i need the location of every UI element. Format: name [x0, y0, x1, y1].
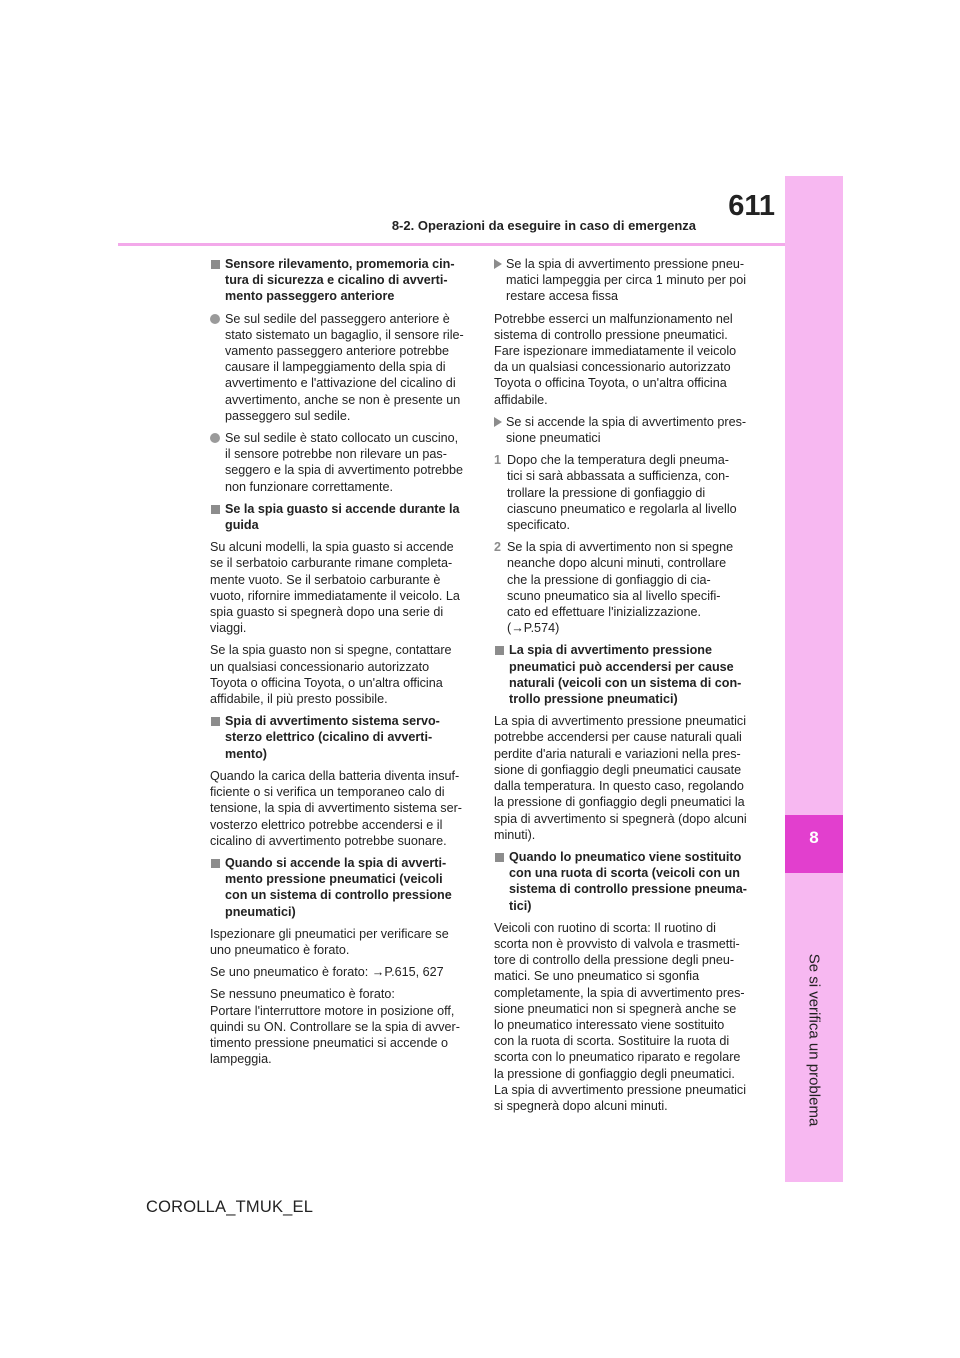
paragraph-malfunction: Potrebbe esserci un malfunzionamento nel sistema di controllo pressione pneumatici. Fare ispezionare immediatamente il veicolo da un qualsiasi concessionario autorizzato Toyota o officina Toyota, o un'altra officina affidabile. — [494, 311, 737, 407]
heading-malfunction-light: Se la spia guasto si accende durante la guida — [210, 501, 468, 533]
bullet-cushion: Se sul sedile è stato collocato un cuscino, il sensore potrebbe non rilevare un pas- seggero e la spia di avvertimento potrebbe non funzionare correttamente. — [210, 430, 468, 495]
paragraph-inspect-tires: Ispezionare gli pneumatici per verificare se uno pneumatico è forato. — [210, 926, 449, 957]
circle-bullet-icon — [210, 433, 220, 443]
square-bullet-icon — [211, 260, 220, 269]
square-bullet-icon — [211, 859, 220, 868]
chapter-title: Se si verifica un problema — [805, 953, 823, 1127]
square-bullet-icon — [495, 853, 504, 862]
paragraph-flat-tire-ref: Se uno pneumatico è forato: →P.615, 627 — [210, 965, 444, 980]
section-title: 8-2. Operazioni da eseguire in caso di emergenza — [391, 218, 696, 233]
paragraph-natural-causes: La spia di avvertimento pressione pneumatici potrebbe accendersi per cause naturali quali perdite d'aria naturali e variazioni nella pres- sione di gonfiaggio degli pneumatici causate dalla temperatura. In questo caso, regolando la pressione di gonfiaggio degli pneumatici la spia di avvertimento si spegnerà (dopo alcuni minuti). — [494, 714, 747, 842]
paragraph-contact-dealer: Se la spia guasto non si spegne, contattare un qualsiasi concessionario autorizzato Toyota o officina Toyota, o un'altra officina affidabile, il più presto possibile. — [210, 643, 452, 707]
heading-power-steering: Spia di avvertimento sistema servo- sterzo elettrico (cicalino di avverti- mento) — [210, 713, 468, 762]
paragraph-spare-tire: Veicoli con ruotino di scorta: Il ruotino di scorta non è provvisto di valvola e trasmetti- tore di controllo della pressione degli pneu- matici. Se uno pneumatico si sgonfia completamente, la spia di avvertimento pres- sione pneumatici non si spegnerà anche se lo pneumatico interessato viene sostituito con la ruota di scorta. Sostituire la ruota di scorta con lo pneumatico riparato e regolare la pressione di gonfiaggio degli pneumatici. La spia di avvertimento pressione pneumatici si spegnerà dopo alcuni minuti. — [494, 920, 747, 1113]
circle-bullet-icon — [210, 314, 220, 324]
paragraph-battery: Quando la carica della batteria diventa insuf- ficiente o si verifica un temporaneo calo di tensione, la spia di avvertimento sistema ser- vosterzo elettrico potrebbe accendersi e il cicalino di avvertimento potrebbe suonare. — [210, 768, 462, 848]
heading-seat-sensor: Sensore rilevamento, promemoria cin- tura di sicurezza e cicalino di avverti- mento passeggero anteriore — [210, 256, 468, 305]
triangle-bullet-icon — [494, 259, 502, 269]
paragraph-fuel-empty: Su alcuni modelli, la spia guasto si accende se il serbatoio carburante rimane completa- mente vuoto. Se il serbatoio carburante è vuoto, rifornire immediatamente il veicolo. La spia guasto si spegnerà dopo una serie di viaggi. — [210, 540, 460, 636]
step-1: 1 Dopo che la temperatura degli pneuma- tici si sarà abbassata a sufficienza, con- trollare la pressione di gonfiaggio di ciascuno pneumatico e regolarla al livello specificato. — [494, 453, 737, 533]
chapter-number: 8 — [809, 828, 819, 847]
square-bullet-icon — [495, 646, 504, 655]
left-column — [210, 256, 468, 1073]
triangle-bullet-icon — [494, 417, 502, 427]
page-number: 611 — [728, 190, 775, 222]
case-light-blinks: Se la spia di avvertimento pressione pneu- matici lampeggia per circa 1 minuto per poi restare accesa fissa — [494, 256, 752, 305]
heading-natural-causes: La spia di avvertimento pressione pneumatici può accendersi per cause naturali (veicoli con un sistema di con- trollo pressione pneumatici) — [494, 642, 752, 707]
right-column — [494, 256, 752, 1120]
paragraph-no-flat-tire: Se nessuno pneumatico è forato: Portare l'interruttore motore in posizione off, quindi su ON. Controllare se la spia di avver- timento pressione pneumatici si accende o lampeggia. — [210, 987, 460, 1067]
heading-tire-pressure-light: Quando si accende la spia di avverti- mento pressione pneumatici (veicoli con un sistema di controllo pressione pneumatici) — [210, 855, 468, 920]
bullet-luggage: Se sul sedile del passeggero anteriore è stato sistemato un bagaglio, il sensore rile- vamento passeggero anteriore potrebbe causare il lampeggiamento della spia di avvertimento e l'attivazione del cicalino di avvertimento, anche se non è presente un passeggero sul sedile. — [210, 311, 468, 424]
footer-model-code: COROLLA_TMUK_EL — [146, 1198, 314, 1216]
square-bullet-icon — [211, 717, 220, 726]
step-number: 2 — [494, 540, 502, 555]
step-number: 1 — [494, 453, 502, 468]
square-bullet-icon — [211, 505, 220, 514]
heading-spare-tire: Quando lo pneumatico viene sostituito con una ruota di scorta (veicoli con un sistema di controllo pressione pneuma- tici) — [494, 849, 752, 914]
step-2: 2 Se la spia di avvertimento non si spegne neanche dopo alcuni minuti, controllare che la pressione di gonfiaggio di cia- scuno pneumatico sia al livello specifi- cato ed effettuare l'inizializzazione. (→P.574) — [494, 540, 734, 636]
case-light-on: Se si accende la spia di avvertimento pres- sione pneumatici — [494, 414, 752, 446]
header-rule — [118, 243, 785, 246]
